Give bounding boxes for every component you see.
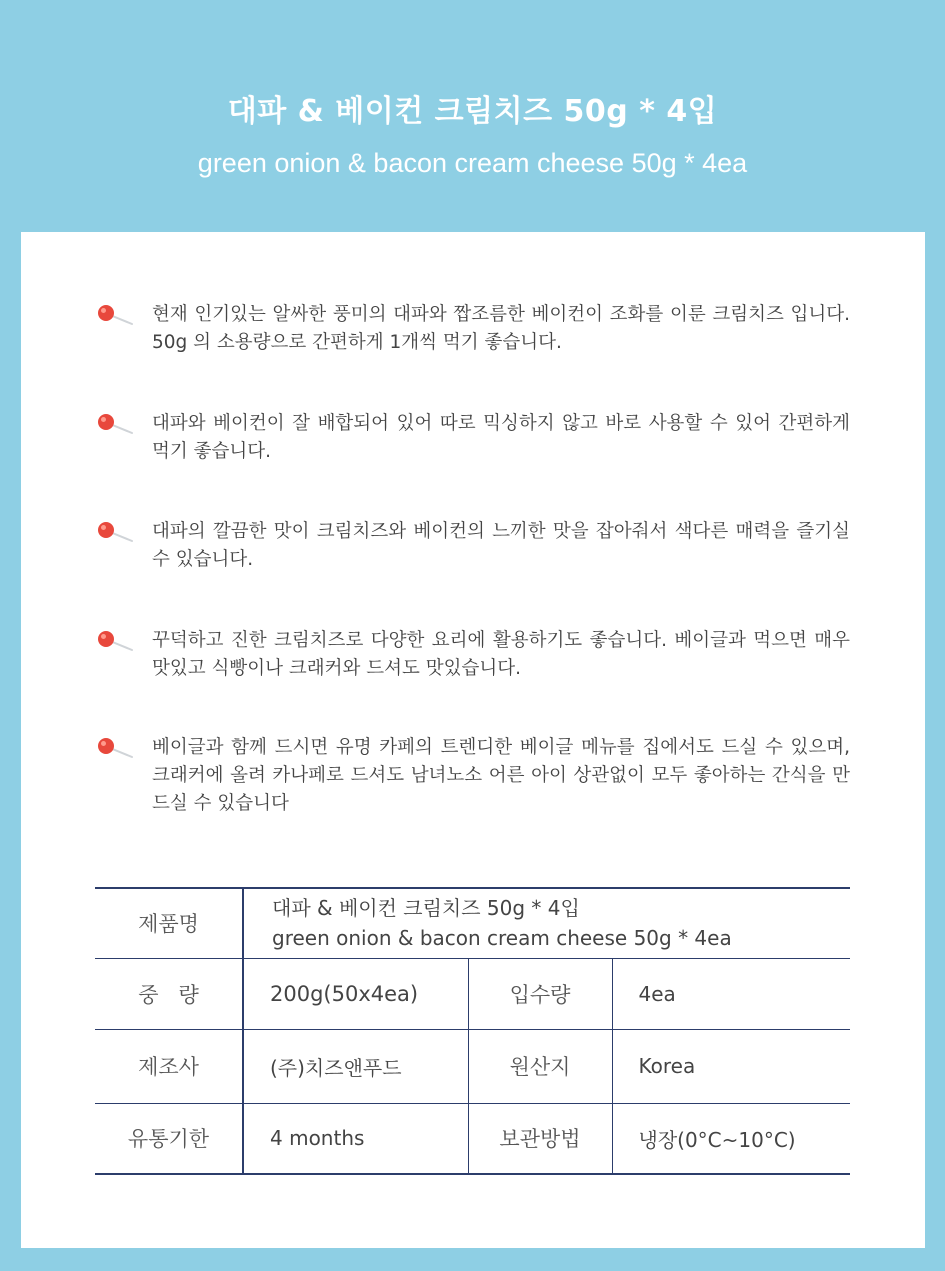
product-name-label: 제품명 [95,888,243,958]
quantity-label: 입수량 [468,958,612,1029]
pushpin-icon [96,413,136,435]
storage-label: 보관방법 [468,1103,612,1174]
pushpin-icon [96,304,136,326]
pushpin-icon [96,630,136,652]
product-name-value [243,888,850,958]
spec-table [95,887,850,1175]
product-name-en: green onion & bacon cream cheese 50g * 4ea [272,926,732,951]
pushpin-icon [96,521,136,543]
storage-value: 냉장(0°C~10°C) [612,1103,850,1174]
weight-value: 200g(50x4ea) [243,958,468,1029]
origin-value: Korea [612,1029,850,1103]
feature-text: 대파의 깔끔한 맛이 크림치즈와 베이컨의 느끼한 맛을 잡아줘서 색다른 매력을 즐기실 수 있습니다. [152,521,850,570]
pushpin-icon [96,737,136,759]
quantity-value: 4ea [612,958,850,1029]
origin-label: 원산지 [468,1029,612,1103]
expiry-value: 4 months [243,1103,468,1174]
table-row [95,958,850,1029]
product-name-ko: 대파 & 베이컨 크림치즈 50g * 4입 [272,896,580,921]
content-card [21,232,925,1248]
expiry-label: 유통기한 [95,1103,243,1174]
page-title: 대파 & 베이컨 크림치즈 50g * 4입 [227,94,718,129]
feature-text: 꾸덕하고 진한 크림치즈로 다양한 요리에 활용하기도 좋습니다. 베이글과 먹으면 매우 맛있고 식빵이나 크래커와 드셔도 맛있습니다. [152,630,850,679]
weight-label: 중 량 [95,958,243,1029]
page-subtitle: green onion & bacon cream cheese 50g * 4ea [197,148,748,178]
table-row [95,888,850,958]
feature-text: 베이글과 함께 드시면 유명 카페의 트렌디한 베이글 메뉴를 집에서도 드실 수 있으며, 크래커에 올려 카나페로 드셔도 남녀노소 어른 아이 상관없이 모두 좋아하는 간식을 만드실 수 있습니다 [152,737,850,814]
table-row [95,1029,850,1103]
maker-label: 제조사 [95,1029,243,1103]
feature-text: 현재 인기있는 알싸한 풍미의 대파와 짭조름한 베이컨이 조화를 이룬 크림치즈 입니다. 50g 의 소용량으로 간편하게 1개씩 먹기 좋습니다. [152,304,850,353]
table-row [95,1103,850,1174]
feature-text: 대파와 베이컨이 잘 배합되어 있어 따로 믹싱하지 않고 바로 사용할 수 있어 간편하게 먹기 좋습니다. [152,413,850,462]
maker-value: (주)치즈앤푸드 [243,1029,468,1103]
